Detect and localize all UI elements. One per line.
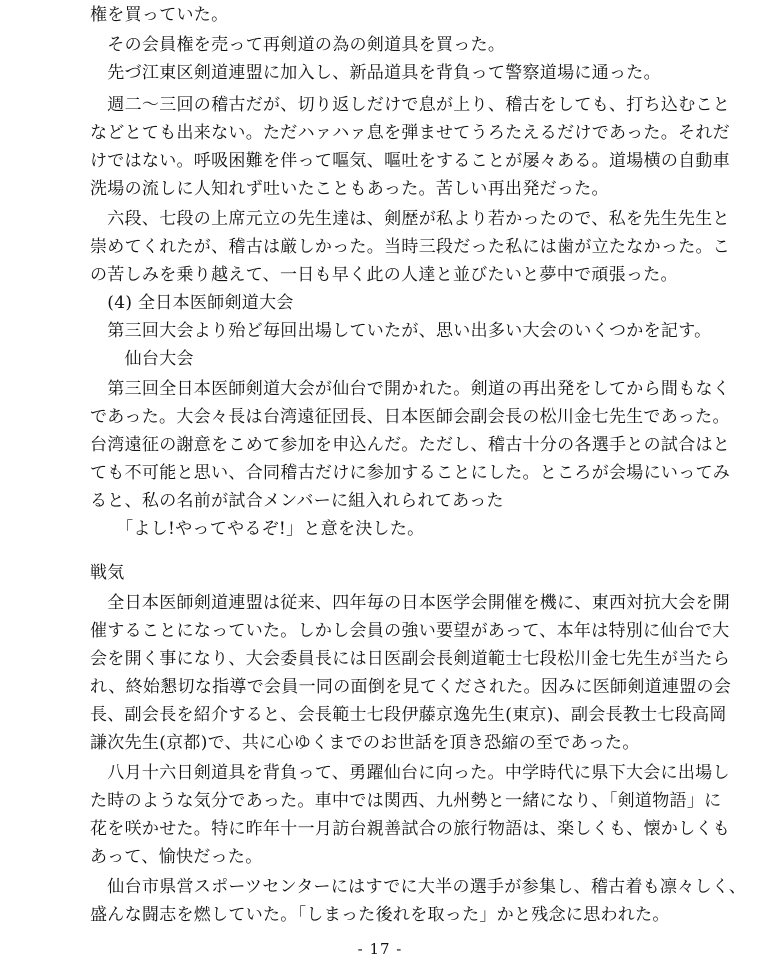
text-line: あって、愉快だった。: [90, 847, 263, 867]
text-line: 謙次先生(京都)で、共に心ゆくまでのお世話を頂き恐縮の至であった。: [90, 733, 640, 753]
text-line: けではない。呼吸困難を伴って嘔気、嘔吐をすることが屡々ある。道場横の自動車: [90, 151, 731, 171]
text-line: 全日本医師剣道連盟は従来、四年毎の日本医学会開催を機に、東西対抗大会を開: [90, 593, 731, 613]
text-line: などとても出来ない。ただハァハァ息を弾ませてうろたえるだけであった。それだ: [90, 123, 730, 143]
section-heading: (4) 全日本医師剣道大会: [90, 293, 294, 313]
text-line: 週二〜三回の稽古だが、切り返しだけで息が上り、稽古をしても、打ち込むこと: [90, 95, 731, 115]
text-line: 先づ江東区剣道連盟に加入し、新品道具を背負って警察道場に通った。: [90, 63, 661, 83]
text-line: 第三回全日本医師剣道大会が仙台で開かれた。剣道の再出発をしてから間もなく: [90, 379, 731, 399]
text-line: 長、副会長を紹介すると、会長範士七段伊藤京逸先生(東京)、副会長教士七段高岡: [90, 705, 727, 725]
text-line: ても不可能と思い、合同稽古だけに参加することにした。ところが会場にいってみ: [90, 463, 731, 483]
text-line: 洗場の流しに人知れず吐いたこともあった。苦しい再出発だった。: [90, 179, 609, 199]
section-heading: 戦気: [90, 563, 125, 583]
text-line: 権を買っていた。: [90, 5, 229, 25]
text-line: 盛んな闘志を燃していた。「しまった後れを取った」かと残念に思われた。: [90, 905, 670, 925]
text-line: 会を開く事になり、大会委員長には日医副会長剣道範士七段松川金七先生が当たら: [90, 649, 731, 669]
text-line: 花を咲かせた。特に昨年十一月訪台親善試合の旅行物語は、楽しくも、懐かしくも: [90, 819, 731, 839]
text-line: 催することになっていた。しかし会員の強い要望があって、本年は特別に仙台で大: [90, 621, 730, 641]
text-line: の苦しみを乗り越えて、一日も早く此の人達と並びたいと夢中で頑張った。: [90, 265, 678, 285]
text-line: 仙台市県営スポーツセンターにはすでに大半の選手が参集し、稽古着も凛々しく、: [90, 877, 747, 897]
text-line: 崇めてくれたが、稽古は厳しかった。当時三段だった私には歯が立たなかった。こ: [90, 237, 731, 257]
text-line: 八月十六日剣道具を背負って、勇躍仙台に向った。中学時代に県下大会に出場し: [90, 763, 730, 783]
text-line: 第三回大会より殆ど毎回出場していたが、思い出多い大会のいくつかを記す。: [90, 321, 712, 341]
text-line: であった。大会々長は台湾遠征団長、日本医師会副会長の松川金七先生であった。: [90, 407, 730, 427]
text-line: 台湾遠征の謝意をこめて参加を申込んだ。ただし、稽古十分の各選手との試合はと: [90, 435, 731, 455]
text-line: た時のような気分であった。車中では関西、九州勢と一緒になり、「剣道物語」に: [90, 791, 722, 811]
text-line: れ、終始懇切な指導で会員一同の面倒を見てくだされた。因みに医師剣道連盟の会: [90, 677, 732, 697]
text-line: 六段、七段の上席元立の先生達は、剣歴が私より若かったので、私を先生先生と: [90, 209, 730, 229]
sub-heading: 仙台大会: [90, 349, 194, 369]
page-number: - 17 -: [357, 940, 403, 958]
text-line: その会員権を売って再剣道の為の剣道具を買った。: [90, 35, 506, 55]
text-line: 「よし!やってやるぞ!」と意を決した。: [90, 519, 425, 539]
text-line: ると、私の名前が試合メンバーに組入れられてあった: [90, 491, 504, 511]
